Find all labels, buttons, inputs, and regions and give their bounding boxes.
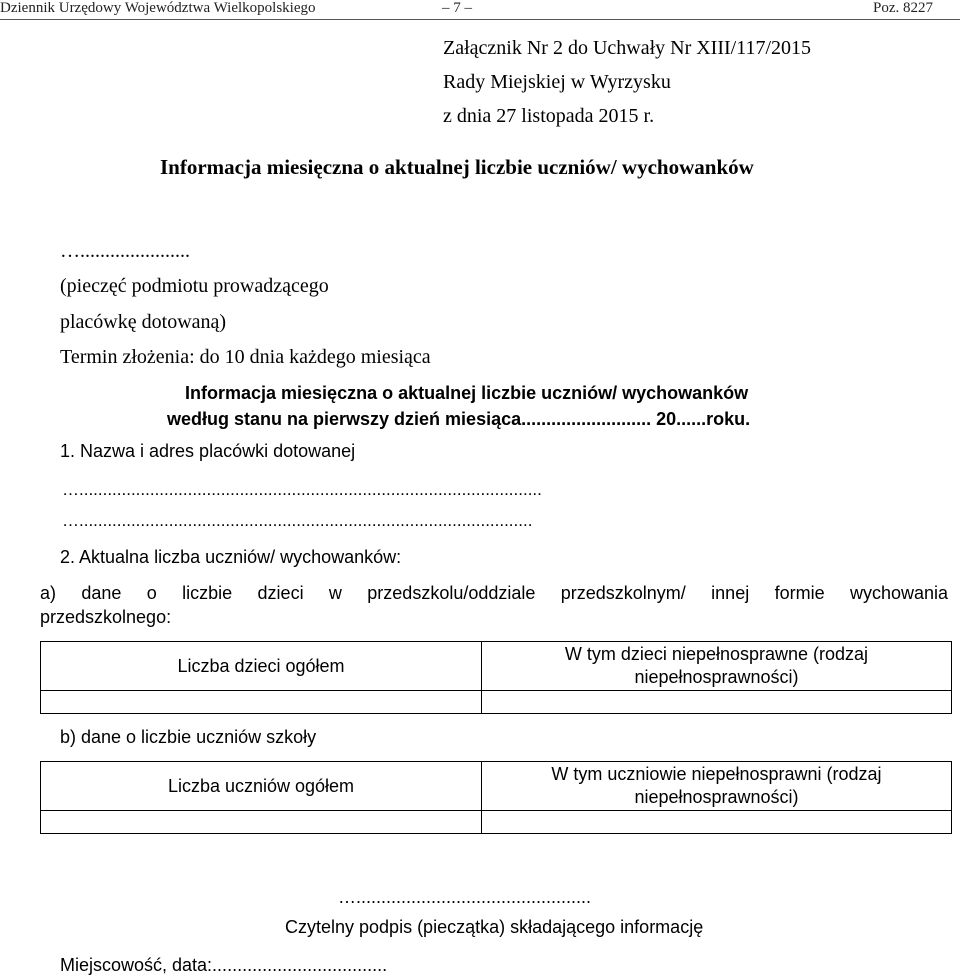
stamp-dots: …...................... bbox=[60, 240, 190, 262]
annex-line-2: Rady Miejskiej w Wyrzysku bbox=[443, 71, 671, 93]
form-title-line-1: Informacja miesięczna o aktualnej liczbie uczniów/ wychowanków bbox=[185, 383, 749, 403]
section-2b-label: b) dane o liczbie uczniów szkoły bbox=[60, 727, 317, 747]
position-number: Poz. 8227 bbox=[873, 0, 933, 16]
children-count-table bbox=[40, 641, 952, 714]
section-1-label: 1. Nazwa i adres placówki dotowanej bbox=[60, 441, 356, 461]
column-total-pupils: Liczba uczniów ogółem bbox=[41, 762, 482, 811]
column-disabled-children bbox=[482, 642, 952, 691]
column-disabled-pupils bbox=[482, 762, 952, 811]
column-disabled-pupils-line-2: niepełnosprawności) bbox=[634, 787, 799, 807]
table-header-row bbox=[41, 642, 952, 691]
column-total-children: Liczba dzieci ogółem bbox=[41, 642, 482, 691]
disabled-pupils-entry-cell[interactable] bbox=[482, 811, 952, 834]
table-header-row bbox=[41, 762, 952, 811]
table-row bbox=[41, 811, 952, 834]
form-title-line-2: według stanu na pierwszy dzień miesiąca.......................... 20......roku. bbox=[167, 409, 751, 429]
pupils-count-table bbox=[40, 761, 952, 834]
column-disabled-children-line-2: niepełnosprawności) bbox=[634, 667, 799, 687]
signature-dots: …............................................... bbox=[338, 887, 592, 907]
stamp-label-line-1: (pieczęć podmiotu prowadzącego bbox=[60, 275, 329, 297]
disabled-children-entry-cell[interactable] bbox=[482, 691, 952, 714]
column-disabled-children-line-1: W tym dzieci niepełnosprawne (rodzaj bbox=[564, 644, 869, 664]
table-row bbox=[41, 691, 952, 714]
document-title: Informacja miesięczna o aktualnej liczbie uczniów/ wychowanków bbox=[160, 155, 754, 179]
page-number: – 7 – bbox=[442, 0, 472, 16]
stamp-label-line-2: placówkę dotowaną) bbox=[60, 311, 227, 333]
place-and-date: Miejscowość, data:................................... bbox=[60, 955, 388, 975]
annex-line-1: Załącznik Nr 2 do Uchwały Nr XIII/117/2015 bbox=[443, 37, 812, 59]
header-divider bbox=[0, 19, 960, 20]
section-1-dots-1: ….................................................................................................. bbox=[62, 480, 542, 499]
section-1-dots-2: …................................................................................................ bbox=[62, 511, 533, 530]
column-disabled-pupils-line-1: W tym uczniowie niepełnosprawni (rodzaj bbox=[551, 764, 882, 784]
total-children-entry-cell[interactable] bbox=[41, 691, 482, 714]
signature-label: Czytelny podpis (pieczątka) składającego informację bbox=[285, 917, 704, 937]
publication-name: Dziennik Urzędowy Województwa Wielkopolskiego bbox=[0, 0, 316, 16]
annex-line-3: z dnia 27 listopada 2015 r. bbox=[443, 105, 655, 127]
total-pupils-entry-cell[interactable] bbox=[41, 811, 482, 834]
section-2-label: 2. Aktualna liczba uczniów/ wychowanków: bbox=[60, 547, 402, 567]
submission-deadline: Termin złożenia: do 10 dnia każdego miesiąca bbox=[60, 346, 431, 368]
section-2a-line-1: a) dane o liczbie dzieci w przedszkolu/oddziale przedszkolnym/ innej formie wychowania bbox=[40, 583, 948, 603]
section-2a-line-2: przedszkolnego: bbox=[40, 607, 172, 627]
